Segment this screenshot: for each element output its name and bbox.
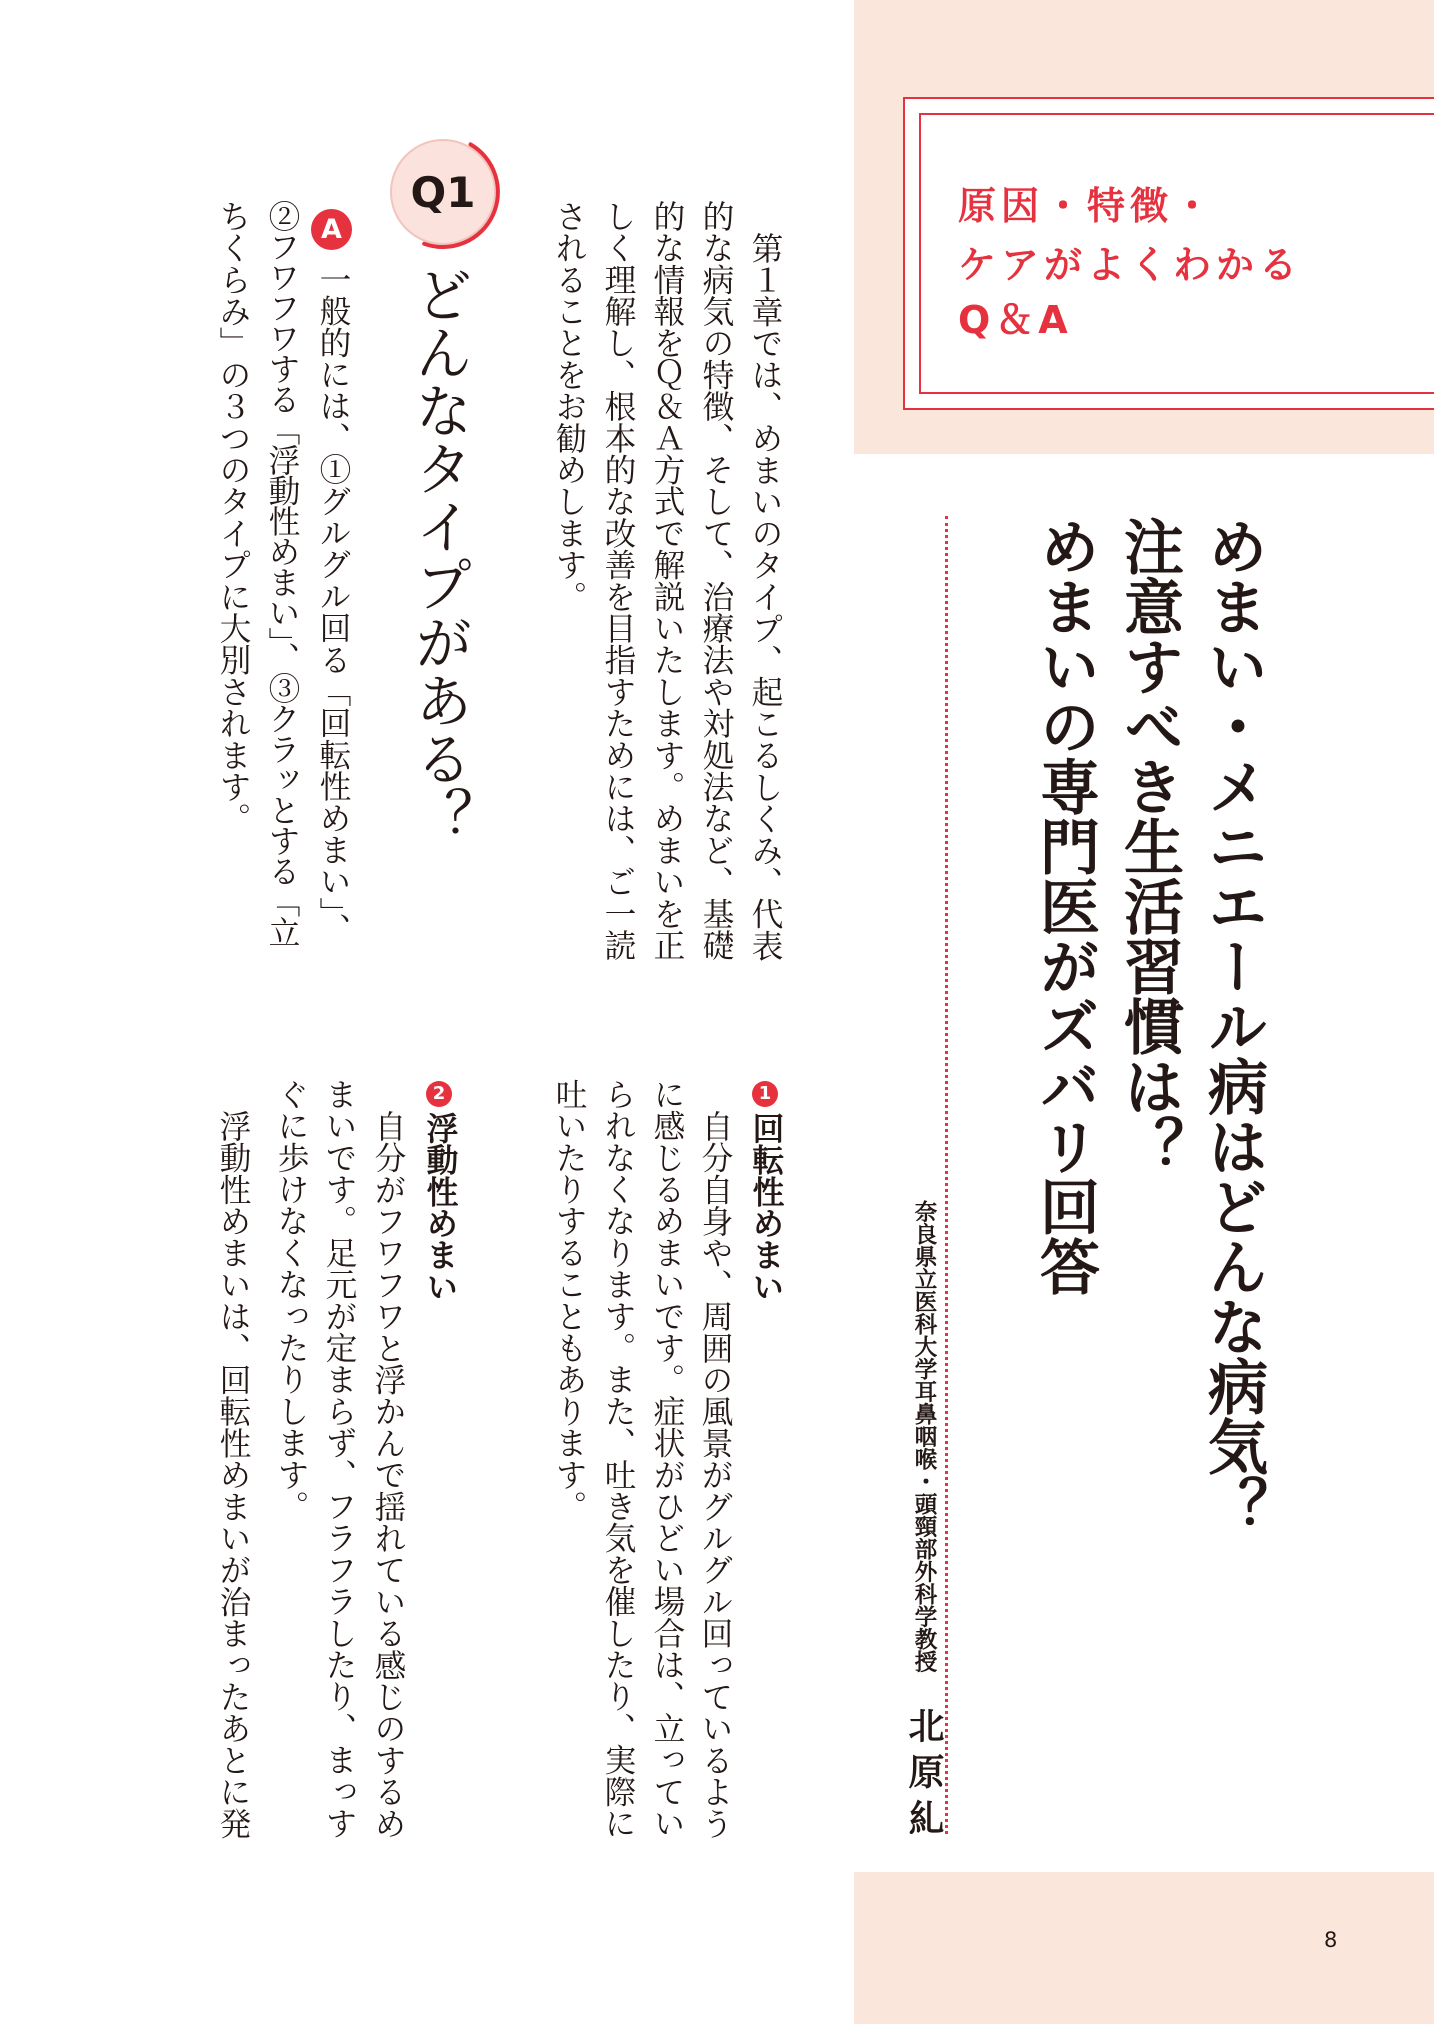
question-label: Q1 (410, 168, 476, 217)
answer-badge: A (311, 209, 352, 250)
section-number-badge: 1 (752, 1081, 778, 1107)
title-line-1: めまい・メニエール病はどんな病気？ (1198, 516, 1268, 1536)
author-name: 北原糺 (903, 1707, 944, 1845)
author-affiliation: 奈良県立医科大学耳鼻咽喉・頭頸部外科学教授 (911, 1200, 937, 1673)
intro-line: 的な病気の特徴、そして、治療法や対処法など、基礎 (698, 200, 734, 961)
section-line: に感じるめまいです。症状がひどい場合は、立ってい (649, 1078, 685, 1839)
section-line: 自分がフワフワと浮かんで揺れている感じのするめ (370, 1110, 406, 1840)
question-heading: どんなタイプがある？ (405, 265, 473, 845)
answer-line: ちくらみ」の３つのタイプに大別されます。 (215, 200, 251, 834)
section-line: まいです。足元が定まらず、フラフラしたり、まっす (321, 1078, 357, 1839)
section-heading: 回転性めまい (748, 1112, 784, 1303)
section-line: ぐに歩けなくなったりします。 (273, 1078, 309, 1522)
section-line: 吐いたりすることもあります。 (551, 1078, 587, 1522)
series-label-line-2: ケアがよくわかる (958, 243, 1303, 287)
intro-line: 的な情報をＱ＆Ａ方式で解説いたします。めまいを正 (649, 200, 685, 961)
section-line: られなくなります。また、吐き気を催したり、実際に (600, 1078, 636, 1839)
section-line: 浮動性めまいは、回転性めまいが治まったあとに発 (215, 1110, 251, 1840)
series-label-line-1: 原因・特徴・ (958, 184, 1217, 228)
intro-line: 第１章では、めまいのタイプ、起こるしくみ、代表 (747, 232, 783, 962)
series-label-line-3: Q＆A (958, 298, 1073, 342)
section-heading: 浮動性めまい (422, 1112, 458, 1303)
intro-line: されることをお勧めします。 (551, 200, 587, 613)
intro-line: しく理解し、根本的な改善を目指すためには、ご一読 (600, 200, 636, 961)
answer-line: ②フワフワする「浮動性めまい」、③クラッとする「立 (264, 200, 300, 947)
page-number: 8 (1324, 1928, 1338, 1952)
dotted-divider (945, 516, 948, 1834)
section-number-badge: 2 (426, 1081, 452, 1107)
footer-panel (854, 1872, 1434, 2024)
question-number-badge (384, 133, 502, 251)
title-line-2: 注意すべき生活習慣は？ (1114, 516, 1184, 1176)
section-line: 自分自身や、周囲の風景がグルグル回っているよう (697, 1110, 733, 1840)
title-line-3: めまいの専門医がズバリ回答 (1030, 516, 1100, 1296)
answer-line: 一般的には、①グルグル回る「回転性めまい」、 (315, 263, 351, 945)
